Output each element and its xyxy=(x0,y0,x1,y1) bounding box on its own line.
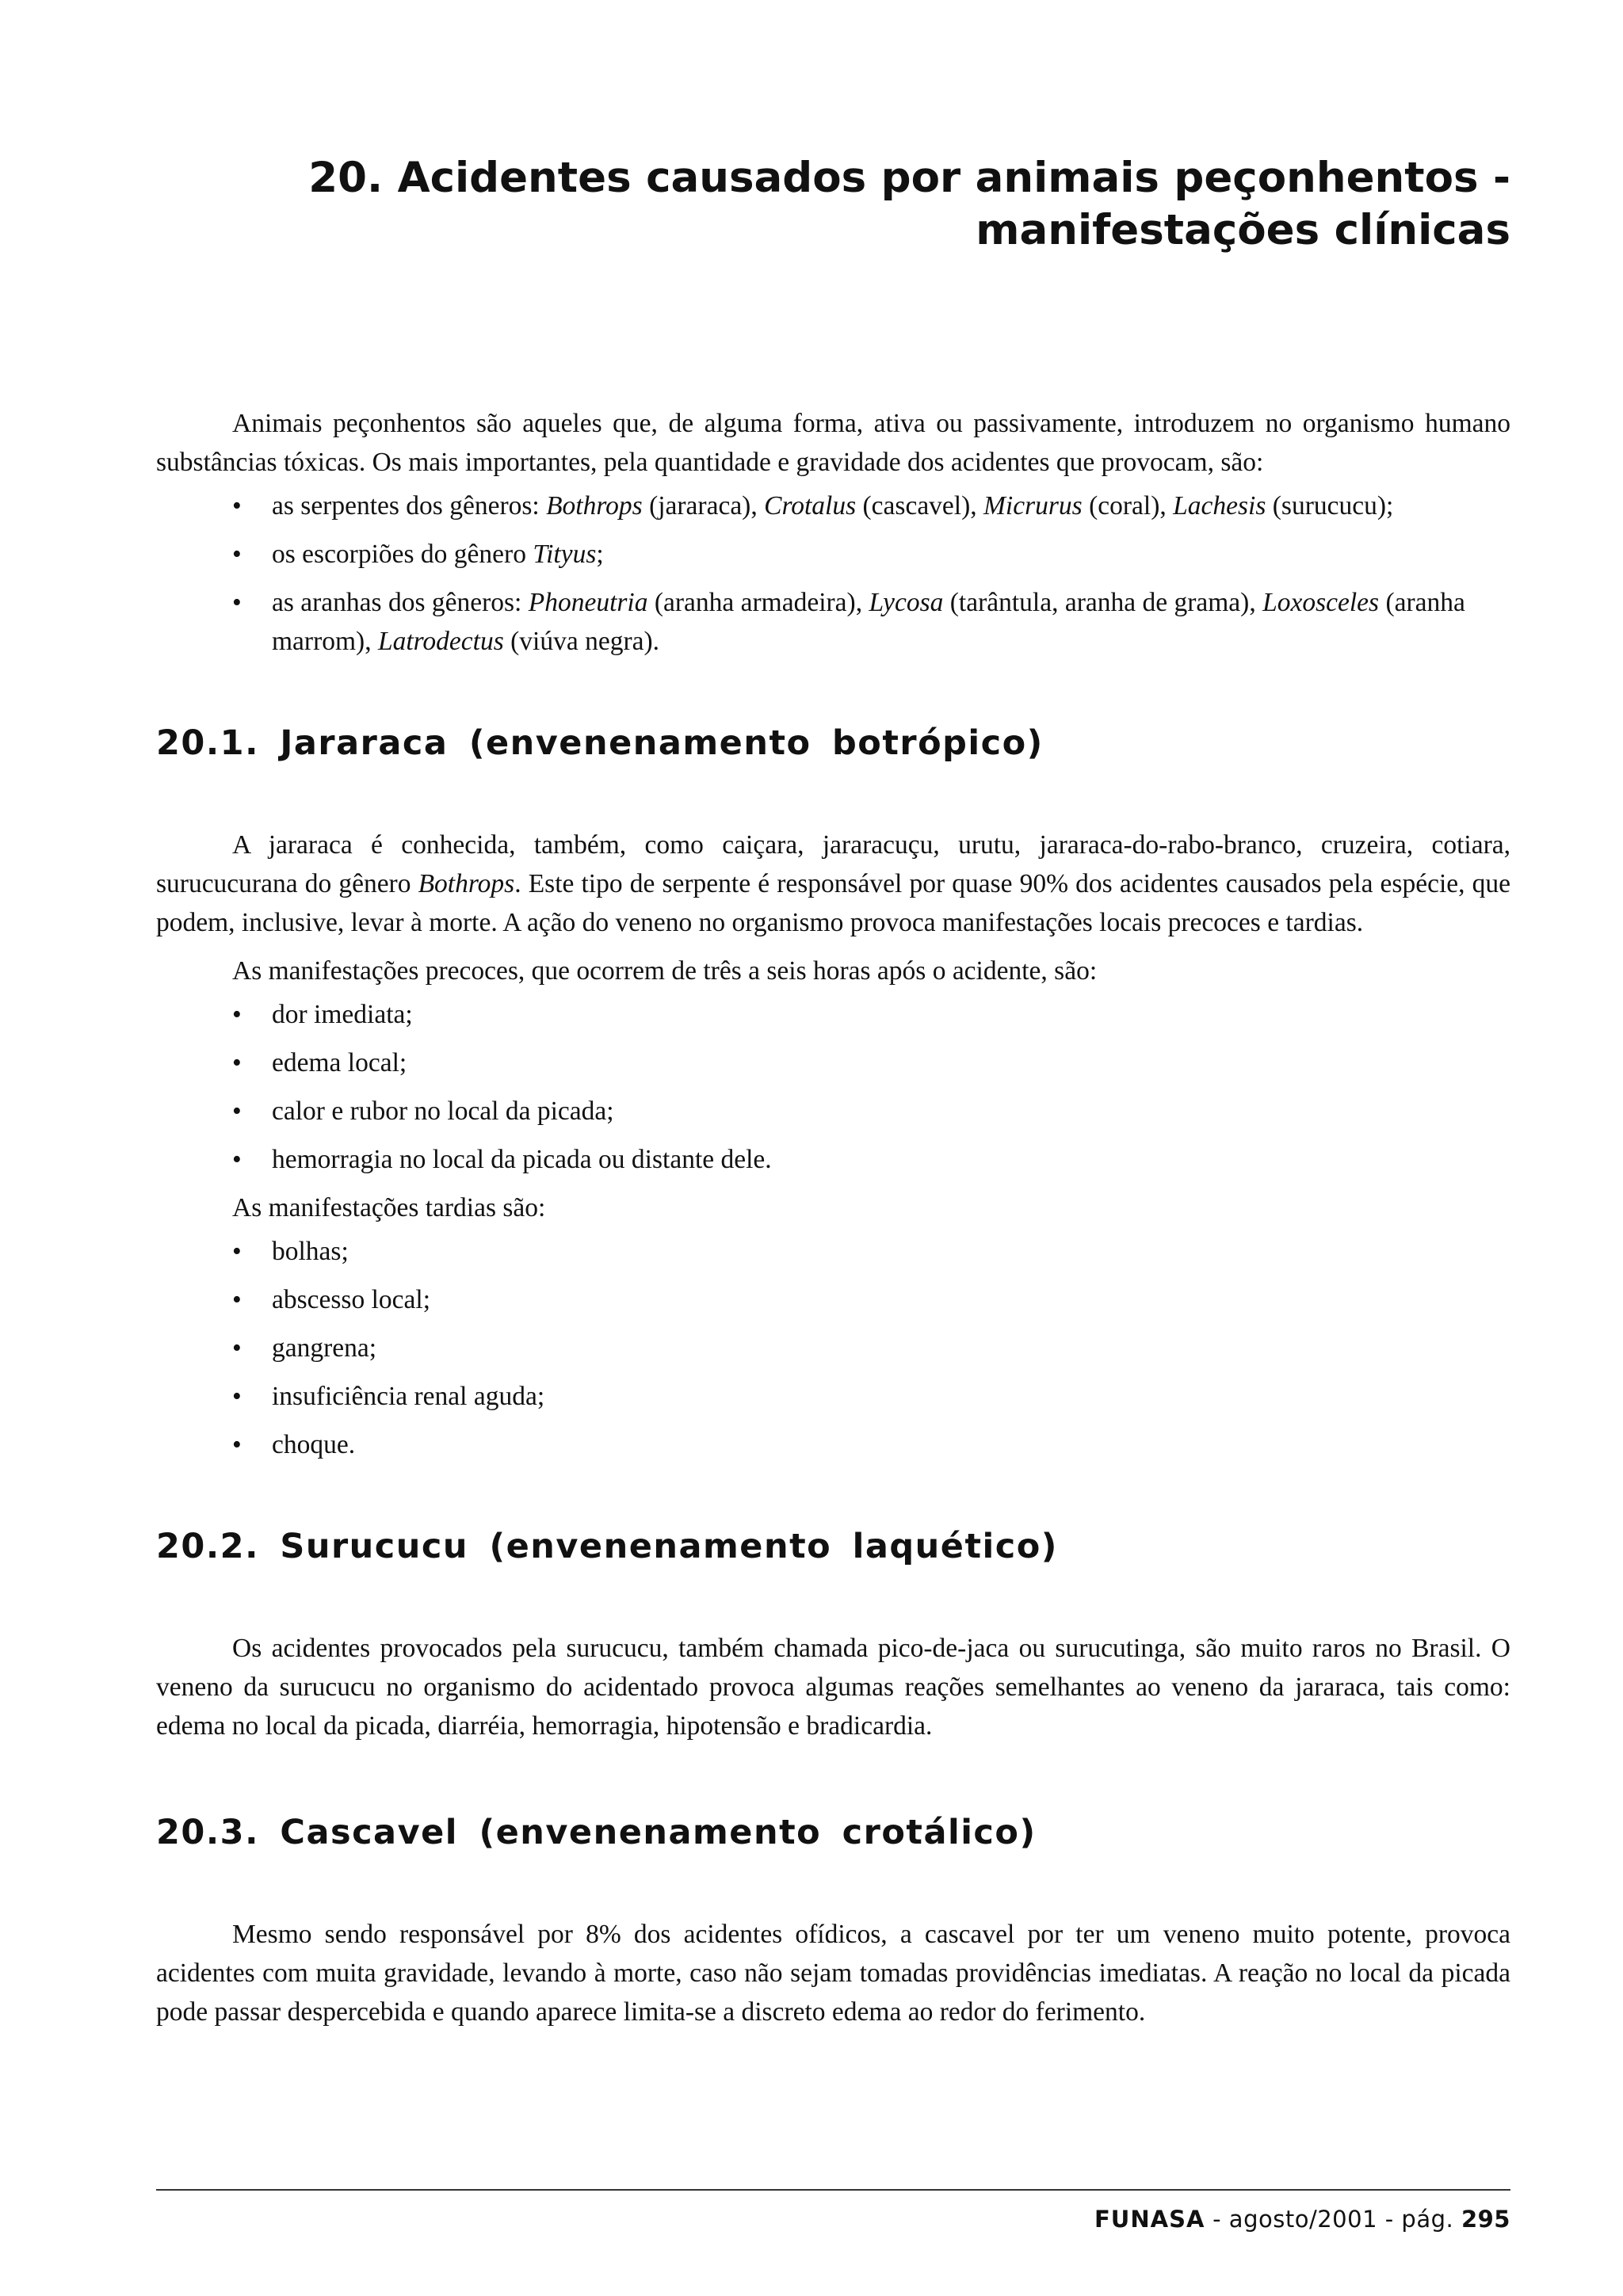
list-item xyxy=(156,535,1510,574)
genus-name: Bothrops xyxy=(418,869,515,898)
intro-list xyxy=(156,486,1510,661)
early-manifestations-list xyxy=(156,995,1510,1179)
list-item: • bolhas; xyxy=(156,1232,1510,1271)
genus-name: Tityus xyxy=(533,540,597,569)
text: as serpentes dos gêneros: xyxy=(272,491,547,521)
genus-name: Lachesis xyxy=(1173,491,1266,521)
text: . Este tipo de serpente é responsável por quase 90% dos acidentes causados pela espécie, que podem, inclusive, levar à morte. A ação do veneno no organismo provoca manifestações locais precoces e tardias. xyxy=(156,869,1510,937)
cascavel-paragraph: Mesmo sendo responsável por 8% dos acidentes ofídicos, a cascavel por ter um veneno muito potente, provoca acidentes com muita gravidade, levando à morte, caso não sejam tomadas providências imediatas. A reação no local da picada pode passar despercebida e quando aparece limita-se a discreto edema ao redor do ferimento. xyxy=(156,1920,1510,2027)
footer-rule xyxy=(156,2189,1510,2191)
section-heading-jararaca: 20.1. Jararaca (envenenamento botrópico) xyxy=(156,723,1044,763)
list-item: • calor e rubor no local da picada; xyxy=(156,1092,1510,1131)
list-item: • edema local; xyxy=(156,1043,1510,1082)
genus-name: Crotalus xyxy=(764,491,857,521)
list-item: • abscesso local; xyxy=(156,1280,1510,1319)
text: (aranha marrom), xyxy=(272,588,1465,656)
text: (surucucu); xyxy=(1266,491,1394,521)
section-heading-surucucu: 20.2. Surucucu (envenenamento laquético) xyxy=(156,1527,1058,1566)
list-item xyxy=(156,486,1510,525)
late-manifestations-list xyxy=(156,1232,1510,1464)
genus-name: Bothrops xyxy=(546,491,643,521)
text: (aranha armadeira), xyxy=(647,588,869,617)
page-footer xyxy=(1094,2203,1510,2235)
text: (cascavel), xyxy=(856,491,984,521)
text: (coral), xyxy=(1082,491,1174,521)
jararaca-paragraph xyxy=(156,826,1510,942)
list-item: • dor imediata; xyxy=(156,995,1510,1034)
genus-name: Micrurus xyxy=(983,491,1083,521)
genus-name: Latrodectus xyxy=(377,627,504,656)
text: ; xyxy=(596,540,604,569)
footer-date: - agosto/2001 - pág. xyxy=(1205,2206,1461,2233)
surucucu-paragraph: Os acidentes provocados pela surucucu, também chamada pico-de-jaca ou surucutinga, são muito raros no Brasil. O veneno da surucucu no organismo do acidentado provoca algumas reações semelhantes ao veneno da jararaca, tais como: edema no local da picada, diarréia, hemorragia, hipotensão e bradicardia. xyxy=(156,1634,1510,1741)
list-item: • choque. xyxy=(156,1425,1510,1464)
text: as aranhas dos gêneros: xyxy=(272,588,529,617)
list-item: • insuficiência renal aguda; xyxy=(156,1377,1510,1416)
genus-name: Phoneutria xyxy=(528,588,648,617)
list-item: • hemorragia no local da picada ou distante dele. xyxy=(156,1140,1510,1179)
chapter-title-line-1: 20. Acidentes causados por animais peçonhentos - xyxy=(308,154,1510,202)
chapter-title xyxy=(238,152,1510,257)
chapter-title-line-2: manifestações clínicas xyxy=(976,206,1510,254)
early-manifestations-lead: As manifestações precoces, que ocorrem de três a seis horas após o acidente, são: xyxy=(232,956,1098,986)
footer-org: FUNASA xyxy=(1094,2206,1205,2233)
list-item: • gangrena; xyxy=(156,1329,1510,1367)
list-item xyxy=(156,583,1510,661)
text: A jararaca é conhecida, também, como caiçara, jararacuçu, urutu, jararaca-do-rabo-branco, cruzeira, cotiara, surucucurana do gênero xyxy=(156,830,1510,898)
text: (tarântula, aranha de grama), xyxy=(943,588,1263,617)
section-heading-cascavel: 20.3. Cascavel (envenenamento crotálico) xyxy=(156,1813,1037,1852)
text: os escorpiões do gênero xyxy=(272,540,533,569)
genus-name: Loxosceles xyxy=(1262,588,1380,617)
page-number: 295 xyxy=(1461,2206,1510,2233)
genus-name: Lycosa xyxy=(869,588,944,617)
text: (viúva negra). xyxy=(503,627,660,656)
late-manifestations-lead: As manifestações tardias são: xyxy=(232,1193,546,1222)
page-content xyxy=(156,404,1510,2031)
intro-paragraph: Animais peçonhentos são aqueles que, de alguma forma, ativa ou passivamente, introduzem no organismo humano substâncias tóxicas. Os mais importantes, pela quantidade e gravidade dos acidentes que provocam, são: xyxy=(156,409,1510,477)
text: (jararaca), xyxy=(642,491,765,521)
